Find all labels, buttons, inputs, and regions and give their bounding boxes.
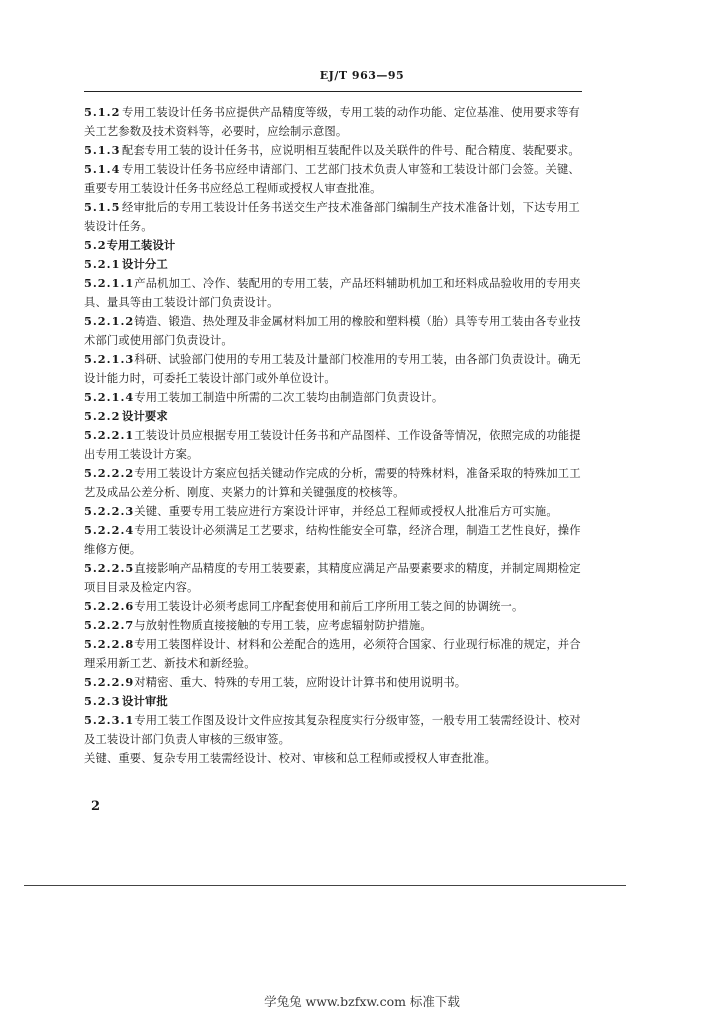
clause-number: 5.2.2.4 — [84, 523, 135, 537]
page-bottom-divider — [24, 885, 626, 886]
clause-number: 5.2.2.9 — [84, 675, 135, 689]
section-heading — [84, 407, 582, 426]
clause-number: 5.2.2.3 — [84, 504, 135, 518]
clause-text: 专用工装设计任务书应经申请部门、工艺部门技术负责人审签和工装设计部门会签。关键、重要专用工装设计任务书应经总工程师或授权人审查批准。 — [84, 163, 580, 195]
clause-text: 经审批后的专用工装设计任务书送交生产技术准备部门编制生产技术准备计划，下达专用工装设计任务。 — [84, 201, 580, 233]
heading-text: 设计审批 — [122, 694, 168, 708]
clause-paragraph — [84, 502, 582, 521]
clause-text: 科研、试验部门使用的专用工装及计量部门校准用的专用工装，由各部门负责设计。确无设计能力时，可委托工装设计部门或外单位设计。 — [84, 353, 581, 385]
clause-number: 5.1.2 — [84, 105, 121, 119]
clause-text: 专用工装设计任务书应提供产品精度等级，专用工装的动作功能、定位基准、使用要求等有关工艺参数及技术资料等，必要时，应绘制示意图。 — [84, 106, 580, 138]
section-heading — [84, 236, 582, 255]
clause-number: 5.2.1.1 — [84, 276, 135, 290]
clause-paragraph — [84, 388, 582, 407]
clause-text: 专用工装设计必须满足工艺要求，结构性能安全可靠，经济合理，制造工艺性良好，操作维修方便。 — [84, 524, 581, 556]
clause-paragraph — [84, 635, 582, 673]
clause-paragraph — [84, 521, 582, 559]
clause-number: 5.2.2 — [84, 409, 121, 423]
clause-paragraph — [84, 464, 582, 502]
heading-text: 设计分工 — [122, 257, 168, 271]
clause-paragraph — [84, 673, 582, 692]
clause-text: 直接影响产品精度的专用工装要素，其精度应满足产品要素要求的精度，并制定周期检定项目目录及检定内容。 — [84, 562, 581, 594]
clause-text: 专用工装设计方案应包括关键动作完成的分析，需要的特殊材料，准备采取的特殊加工工艺及成品公差分析、刚度、夹紧力的计算和关键强度的校核等。 — [84, 467, 581, 499]
clause-paragraph — [84, 597, 582, 616]
clause-number: 5.2.2.8 — [84, 637, 135, 651]
standard-code-header: EJ/T 963—95 — [319, 69, 405, 82]
clause-paragraph — [84, 274, 582, 312]
clause-number: 5.2.2.1 — [84, 428, 135, 442]
clause-number: 5.2.2.5 — [84, 561, 135, 575]
clause-paragraph — [84, 559, 582, 597]
clause-paragraph — [84, 711, 582, 749]
clause-text: 与放射性物质直接接触的专用工装，应考虑辐射防护措施。 — [134, 619, 432, 632]
clause-text: 关键、重要专用工装应进行方案设计评审，并经总工程师或授权人批准后方可实施。 — [134, 505, 558, 518]
clause-text: 对精密、重大、特殊的专用工装，应附设计计算书和使用说明书。 — [134, 676, 467, 689]
clause-text: 专用工装工作图及设计文件应按其复杂程度实行分级审签，一般专用工装需经设计、校对及工装设计部门负责人审核的三级审签。 — [84, 714, 581, 746]
clause-number: 5.2.1 — [84, 257, 121, 271]
clause-number: 5.2.1.2 — [84, 314, 135, 328]
clause-text: 专用工装设计必须考虑同工序配套使用和前后工序所用工装之间的协调统一。 — [134, 600, 524, 613]
clause-paragraph — [84, 198, 582, 236]
clause-text: 配套专用工装的设计任务书，应说明相互装配件以及关联件的件号、配合精度、装配要求。 — [122, 144, 580, 157]
clause-paragraph — [84, 312, 582, 350]
clause-paragraph — [84, 160, 582, 198]
clause-number: 5.2.1.4 — [84, 390, 135, 404]
clause-number: 5.2 — [84, 238, 107, 252]
page-number: 2 — [91, 799, 101, 814]
watermark-footer: 学兔兔 www.bzfxw.com 标准下载 — [264, 994, 460, 1009]
header-divider — [84, 91, 582, 92]
clause-paragraph — [84, 103, 582, 141]
clause-text: 专用工装加工制造中所需的二次工装均由制造部门负责设计。 — [134, 391, 444, 404]
clause-text: 关键、重要、复杂专用工装需经设计、校对、审核和总工程师或授权人审查批准。 — [84, 752, 497, 765]
heading-text: 设计要求 — [122, 409, 168, 423]
clause-paragraph — [84, 616, 582, 635]
clause-text: 产品机加工、冷作、装配用的专用工装，产品坯料辅助机加工和坯料成品验收用的专用夹具、量具等由工装设计部门负责设计。 — [84, 277, 581, 309]
clause-paragraph — [84, 350, 582, 388]
clause-number: 5.2.2.2 — [84, 466, 135, 480]
section-heading — [84, 692, 582, 711]
clause-text: 工装设计员应根据专用工装设计任务书和产品图样、工作设备等情况，依照完成的功能提出专用工装设计方案。 — [84, 429, 581, 461]
clause-paragraph — [84, 426, 582, 464]
clause-number: 5.2.3 — [84, 694, 121, 708]
clause-paragraph — [84, 141, 582, 160]
clause-text: 专用工装图样设计、材料和公差配合的选用，必须符合国家、行业现行标准的规定，并合理采用新工艺、新技术和新经验。 — [84, 638, 581, 670]
clause-number: 5.2.1.3 — [84, 352, 135, 366]
section-heading — [84, 255, 582, 274]
clause-paragraph — [84, 749, 582, 768]
clause-number: 5.2.2.7 — [84, 618, 135, 632]
clause-number: 5.1.4 — [84, 162, 121, 176]
clause-number: 5.2.3.1 — [84, 713, 135, 727]
clause-number: 5.1.5 — [84, 200, 121, 214]
heading-text: 专用工装设计 — [106, 238, 176, 252]
clause-text: 铸造、锻造、热处理及非金属材料加工用的橡胶和塑料模（胎）具等专用工装由各专业技术部门或使用部门负责设计。 — [84, 315, 581, 347]
clause-number: 5.2.2.6 — [84, 599, 135, 613]
clause-number: 5.1.3 — [84, 143, 121, 157]
document-body — [84, 103, 582, 768]
